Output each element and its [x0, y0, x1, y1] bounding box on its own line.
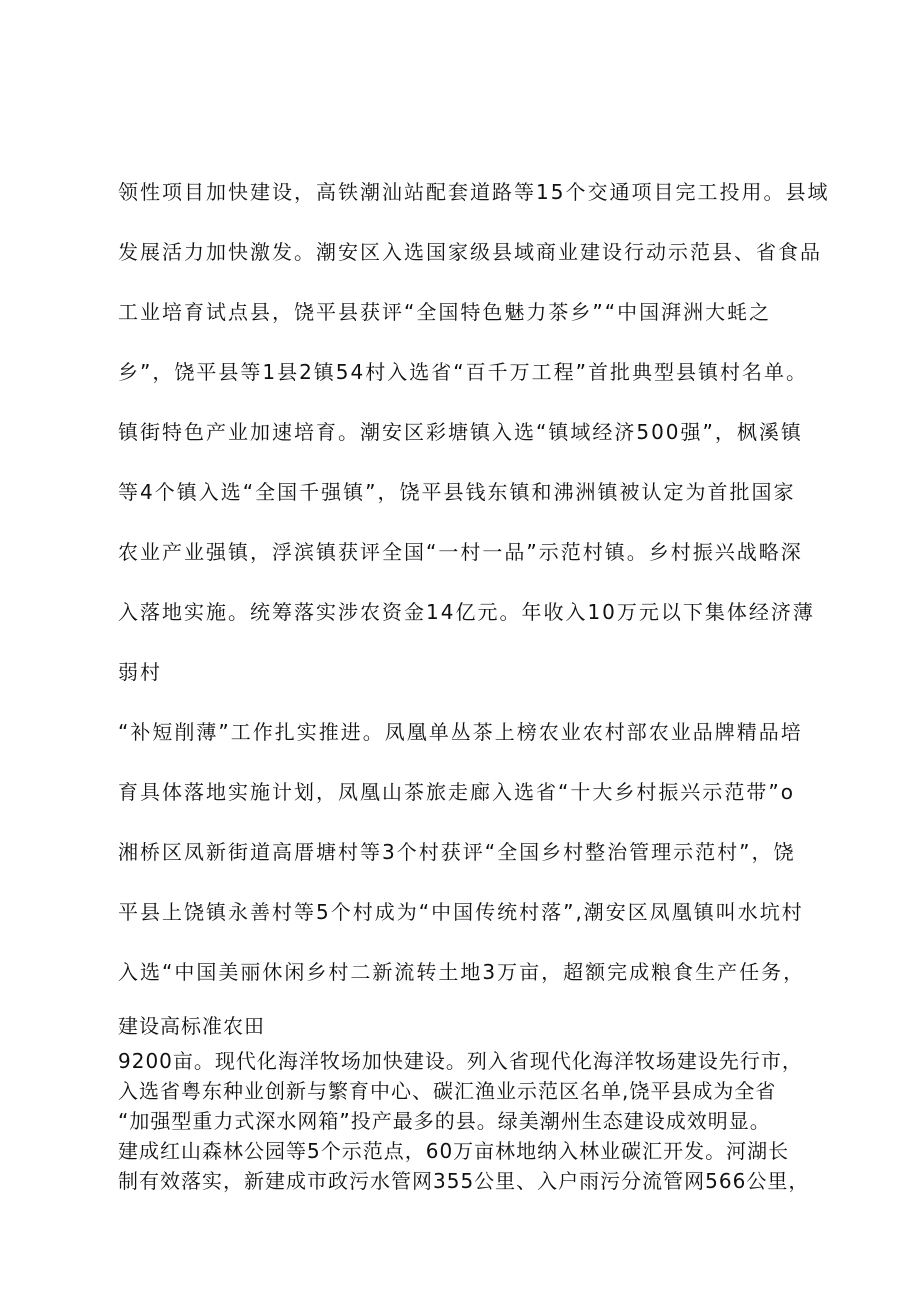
text-line: 农业产业强镇，浮滨镇获评全国“一村一品”示范村镇。乡村振兴战略深 — [118, 540, 803, 564]
text-line: 弱村 — [118, 660, 162, 684]
text-line: 入选省粤东种业创新与繁育中心、碳汇渔业示范区名单,饶平县成为全省 — [118, 1079, 777, 1103]
text-line: “补短削薄”工作扎实推进。凤凰单丛茶上榜农业农村部农业品牌精品培 — [118, 720, 803, 744]
text-line: 乡”，饶平县等1县2镇54村入选省“百千万工程”首批典型县镇村名单。 — [118, 360, 808, 384]
text-line: 9200亩。现代化海洋牧场加快建设。列入省现代化海洋牧场建设先行市， — [118, 1049, 803, 1073]
text-line: 工业培育试点县，饶平县获评“全国特色魅力茶乡”“中国湃洲大蚝之 — [118, 300, 772, 324]
text-line: 等4个镇入选“全国千强镇”，饶平县钱东镇和沸洲镇被认定为首批国家 — [118, 480, 796, 504]
text-line: 发展活力加快激发。潮安区入选国家级县域商业建设行动示范县、省食品 — [118, 240, 822, 264]
text-line: 入落地实施。统筹落实涉农资金14亿元。年收入10万元以下集体经济薄 — [118, 600, 815, 624]
text-line: 镇街特色产业加速培育。潮安区彩塘镇入选“镇域经济500强”，枫溪镇 — [118, 420, 803, 444]
text-line: 平县上饶镇永善村等5个村成为“中国传统村落”,潮安区凤凰镇叫水坑村 — [118, 900, 804, 924]
text-line: 建成红山森林公园等5个示范点，60万亩林地纳入林业碳汇开发。河湖长 — [118, 1139, 790, 1163]
text-line: 育具体落地实施计划，凤凰山茶旅走廊入选省“十大乡村振兴示范带”o — [118, 780, 795, 804]
spaced-paragraph — [118, 170, 830, 1010]
text-line: 湘桥区凤新街道高厝塘村等3个村获评“全国乡村整治管理示范村”，饶 — [118, 840, 796, 864]
text-line: 制有效落实，新建成市政污水管网355公里、入户雨污分流管网566公里， — [118, 1169, 810, 1193]
text-line: “加强型重力式深水网箱”投产最多的县。绿美潮州生态建设成效明显。 — [118, 1109, 771, 1133]
text-line: 领性项目加快建设，高铁潮汕站配套道路等15个交通项目完工投用。县域 — [118, 180, 830, 204]
dense-paragraph — [118, 1004, 828, 1196]
text-line: 入选“中国美丽休闲乡村二新流转土地3万亩，超额完成粮食生产任务， — [118, 960, 806, 984]
text-line: 建设高标准农田 — [118, 1014, 265, 1038]
